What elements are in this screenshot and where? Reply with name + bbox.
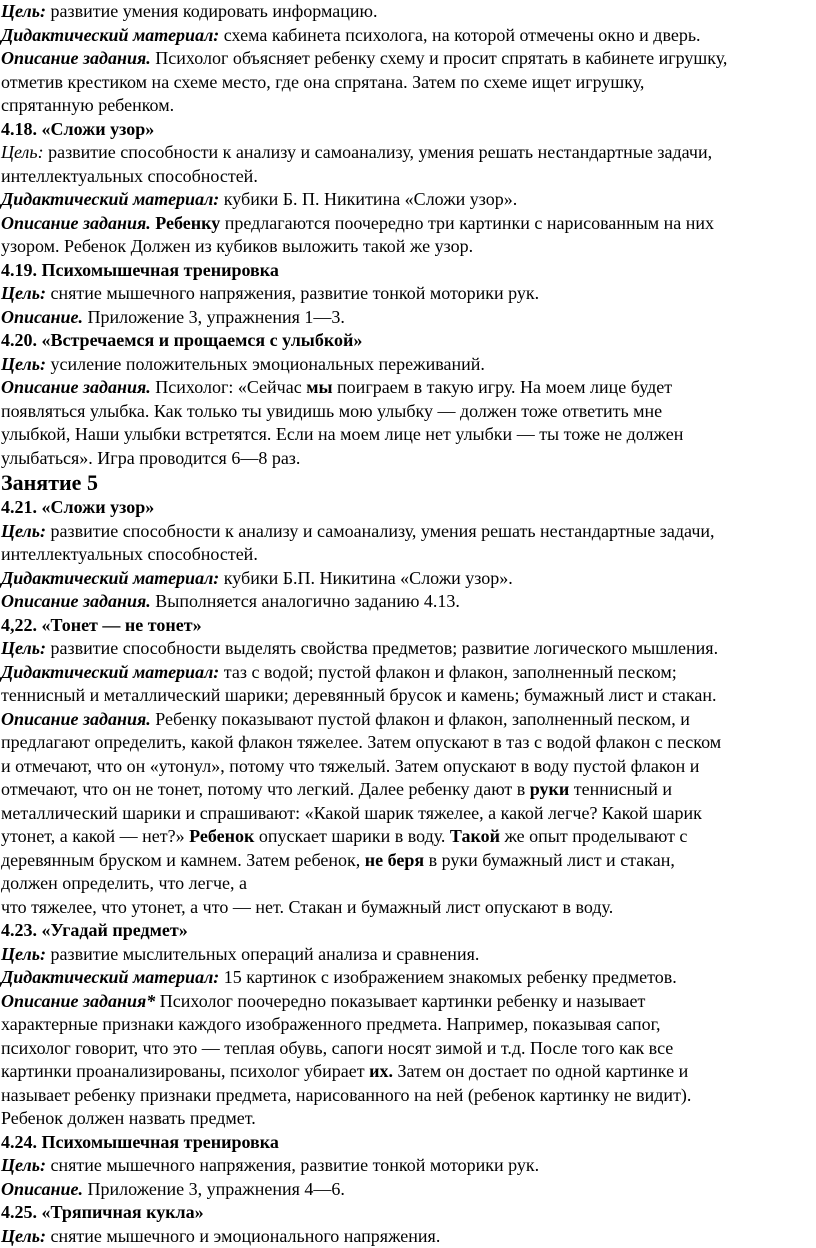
goal-label: Цель: bbox=[1, 521, 46, 541]
goal-label: Цель: bbox=[1, 354, 46, 374]
goal-text: снятие мышечного напряжения, развитие тонкой моторики рук. bbox=[51, 283, 540, 303]
s424-goal bbox=[1, 1154, 816, 1178]
task-text: поиграем в такую игру. На моем лице будет bbox=[337, 377, 672, 397]
s422-task-line bbox=[1, 708, 816, 732]
s422-task-line bbox=[1, 849, 816, 873]
s418-task-line bbox=[1, 212, 816, 236]
description-text: Приложение 3, упражнения 4—6. bbox=[88, 1179, 345, 1199]
description-label: Описание. bbox=[1, 307, 83, 327]
s422-task-line: и отмечают, что он «утонул», потому что тяжелый. Затем опускают в воду пустой флакон и bbox=[1, 755, 816, 779]
s422-task-line bbox=[1, 825, 816, 849]
task-text: Затем он достает по одной картинке и bbox=[397, 1061, 688, 1081]
s422-task-line bbox=[1, 778, 816, 802]
section-heading-4-18: 4.18. «Сложи узор» bbox=[1, 118, 816, 142]
task-label: Описание задания. bbox=[1, 213, 151, 233]
task-text: теннисный и bbox=[574, 779, 672, 799]
goal-text: развитие способности к анализу и самоанализу, умения решать нестандартные задачи, bbox=[51, 521, 715, 541]
bold-word: Ребенку bbox=[155, 213, 220, 233]
material-text: схема кабинета психолога, на которой отмечены окно и дверь. bbox=[224, 25, 701, 45]
s424-description bbox=[1, 1178, 816, 1202]
s421-goal-cont: интеллектуальных способностей. bbox=[1, 543, 816, 567]
task-label: Описание задания. bbox=[1, 709, 151, 729]
task-text: отмечают, что он не тонет, потому что легкий. Далее ребенку дают в bbox=[1, 779, 525, 799]
s420-task-line bbox=[1, 376, 816, 400]
material-label: Дидактический материал: bbox=[1, 568, 219, 588]
goal-text: развитие умения кодировать информацию. bbox=[51, 1, 378, 21]
bold-word: их. bbox=[369, 1061, 393, 1081]
task-label: Описание задания. bbox=[1, 377, 151, 397]
task-text: Ребенку показывают пустой флакон и флакон, заполненный песком, и bbox=[155, 709, 690, 729]
s420-task-line: появляться улыбка. Как только ты увидишь мою улыбку — должен тоже ответить мне bbox=[1, 400, 816, 424]
s422-task-line: металлический шарики и спрашивают: «Какой шарик тяжелее, а какой легче? Какой шарик bbox=[1, 802, 816, 826]
s425-goal bbox=[1, 1225, 816, 1248]
s422-material bbox=[1, 661, 816, 685]
s420-task-line: улыбаться». Игра проводится 6—8 раз. bbox=[1, 447, 816, 471]
bold-word: Такой bbox=[450, 826, 500, 846]
s418-material bbox=[1, 188, 816, 212]
s423-goal bbox=[1, 943, 816, 967]
s422-material-cont: теннисный и металлический шарики; деревянный брусок и камень; бумажный лист и стакан. bbox=[1, 684, 816, 708]
s417-material bbox=[1, 24, 816, 48]
task-text: Психолог поочередно показывает картинки ребенку и называет bbox=[160, 991, 646, 1011]
s423-task-line: называет ребенку признаки предмета, нарисованного на ней (ребенок картинку не видит). bbox=[1, 1084, 816, 1108]
goal-label: Цель: bbox=[1, 1226, 46, 1246]
task-text: утонет, а какой — нет?» bbox=[1, 826, 185, 846]
task-text: Психолог: «Сейчас bbox=[155, 377, 301, 397]
description-label: Описание. bbox=[1, 1179, 83, 1199]
task-text: предлагаются поочередно три картинки с нарисованным на них bbox=[225, 213, 714, 233]
s423-task-line: психолог говорит, что это — теплая обувь, сапоги носят зимой и т.д. После того как все bbox=[1, 1037, 816, 1061]
s420-task-line: улыбкой, Наши улыбки встретятся. Если на моем лице нет улыбки — ты тоже не должен bbox=[1, 423, 816, 447]
description-text: Приложение 3, упражнения 1—3. bbox=[88, 307, 345, 327]
goal-label: Цель: bbox=[1, 944, 46, 964]
s423-task-line: Ребенок должен назвать предмет. bbox=[1, 1107, 816, 1131]
material-text: 15 картинок с изображением знакомых ребенку предметов. bbox=[224, 967, 677, 987]
goal-text: развитие способности к анализу и самоанализу, умения решать нестандартные задачи, bbox=[48, 142, 712, 162]
s421-material bbox=[1, 567, 816, 591]
s423-task-line bbox=[1, 990, 816, 1014]
material-label: Дидактический материал: bbox=[1, 189, 219, 209]
lesson-heading: Занятие 5 bbox=[1, 470, 816, 496]
s418-goal bbox=[1, 141, 816, 165]
goal-label: Цель: bbox=[1, 638, 46, 658]
material-label: Дидактический материал: bbox=[1, 967, 219, 987]
task-text: картинки проанализированы, психолог убирает bbox=[1, 1061, 365, 1081]
section-heading-4-24: 4.24. Психомышечная тренировка bbox=[1, 1131, 816, 1155]
s420-goal bbox=[1, 353, 816, 377]
goal-text: снятие мышечного и эмоционального напряжения. bbox=[51, 1226, 441, 1246]
s421-task bbox=[1, 590, 816, 614]
s422-goal bbox=[1, 637, 816, 661]
bold-word: не беря bbox=[365, 850, 424, 870]
material-text: кубики Б. П. Никитина «Сложи узор». bbox=[224, 189, 518, 209]
task-text: опускает шарики в воду. bbox=[259, 826, 446, 846]
bold-word: мы bbox=[306, 377, 332, 397]
s422-task-line: предлагают определить, какой флакон тяжелее. Затем опускают в таз с водой флакон с песком bbox=[1, 731, 816, 755]
goal-label: Цель: bbox=[1, 1155, 46, 1175]
material-text: таз с водой; пустой флакон и флакон, заполненный песком; bbox=[224, 662, 677, 682]
s422-task-line: что тяжелее, что утонет, а что — нет. Стакан и бумажный лист опускают в воду. bbox=[1, 896, 816, 920]
section-heading-4-20: 4.20. «Встречаемся и прощаемся с улыбкой» bbox=[1, 329, 816, 353]
s417-task-line bbox=[1, 47, 816, 71]
bold-word: Ребенок bbox=[189, 826, 254, 846]
bold-word: руки bbox=[530, 779, 570, 799]
s423-task-line: характерные признаки каждого изображенного предмета. Например, показывая сапог, bbox=[1, 1013, 816, 1037]
task-label: Описание задания. bbox=[1, 591, 151, 611]
task-text: Выполняется аналогично заданию 4.13. bbox=[155, 591, 460, 611]
goal-text: снятие мышечного напряжения, развитие тонкой моторики рук. bbox=[51, 1155, 540, 1175]
s417-task-line: отметив крестиком на схеме место, где она спрятана. Затем по схеме ищет игрушку, bbox=[1, 71, 816, 95]
material-label: Дидактический материал: bbox=[1, 25, 219, 45]
goal-label: Цель: bbox=[1, 1, 46, 21]
section-heading-4-23: 4.23. «Угадай предмет» bbox=[1, 919, 816, 943]
goal-text: развитие способности выделять свойства предметов; развитие логического мышления. bbox=[51, 638, 719, 658]
s423-material bbox=[1, 966, 816, 990]
s418-task-line: узором. Ребенок Должен из кубиков выложить такой же узор. bbox=[1, 235, 816, 259]
goal-text: усиление положительных эмоциональных переживаний. bbox=[51, 354, 485, 374]
goal-label: Цель: bbox=[1, 142, 44, 162]
section-heading-4-25: 4.25. «Тряпичная кукла» bbox=[1, 1201, 816, 1225]
task-label: Описание задания. bbox=[1, 48, 151, 68]
task-text: в руки бумажный лист и стакан, bbox=[429, 850, 675, 870]
section-heading-4-22: 4,22. «Тонет — не тонет» bbox=[1, 614, 816, 638]
material-text: кубики Б.П. Никитина «Сложи узор». bbox=[224, 568, 513, 588]
s423-task-line bbox=[1, 1060, 816, 1084]
task-label: Описание задания* bbox=[1, 991, 155, 1011]
s422-task-line: должен определить, что легче, а bbox=[1, 872, 816, 896]
s419-goal bbox=[1, 282, 816, 306]
task-text: Психолог объясняет ребенку схему и просит спрятать в кабинете игрушку, bbox=[155, 48, 727, 68]
s417-task-line: спрятанную ребенком. bbox=[1, 94, 816, 118]
section-heading-4-21: 4.21. «Сложи узор» bbox=[1, 496, 816, 520]
s419-description bbox=[1, 306, 816, 330]
section-heading-4-19: 4.19. Психомышечная тренировка bbox=[1, 259, 816, 283]
s418-goal-cont: интеллектуальных способностей. bbox=[1, 165, 816, 189]
goal-text: развитие мыслительных операций анализа и сравнения. bbox=[51, 944, 480, 964]
material-label: Дидактический материал: bbox=[1, 662, 219, 682]
task-text: же опыт проделывают с bbox=[504, 826, 687, 846]
s417-goal bbox=[1, 0, 816, 24]
goal-label: Цель: bbox=[1, 283, 46, 303]
task-text: деревянным бруском и камнем. Затем ребенок, bbox=[1, 850, 360, 870]
s421-goal bbox=[1, 520, 816, 544]
